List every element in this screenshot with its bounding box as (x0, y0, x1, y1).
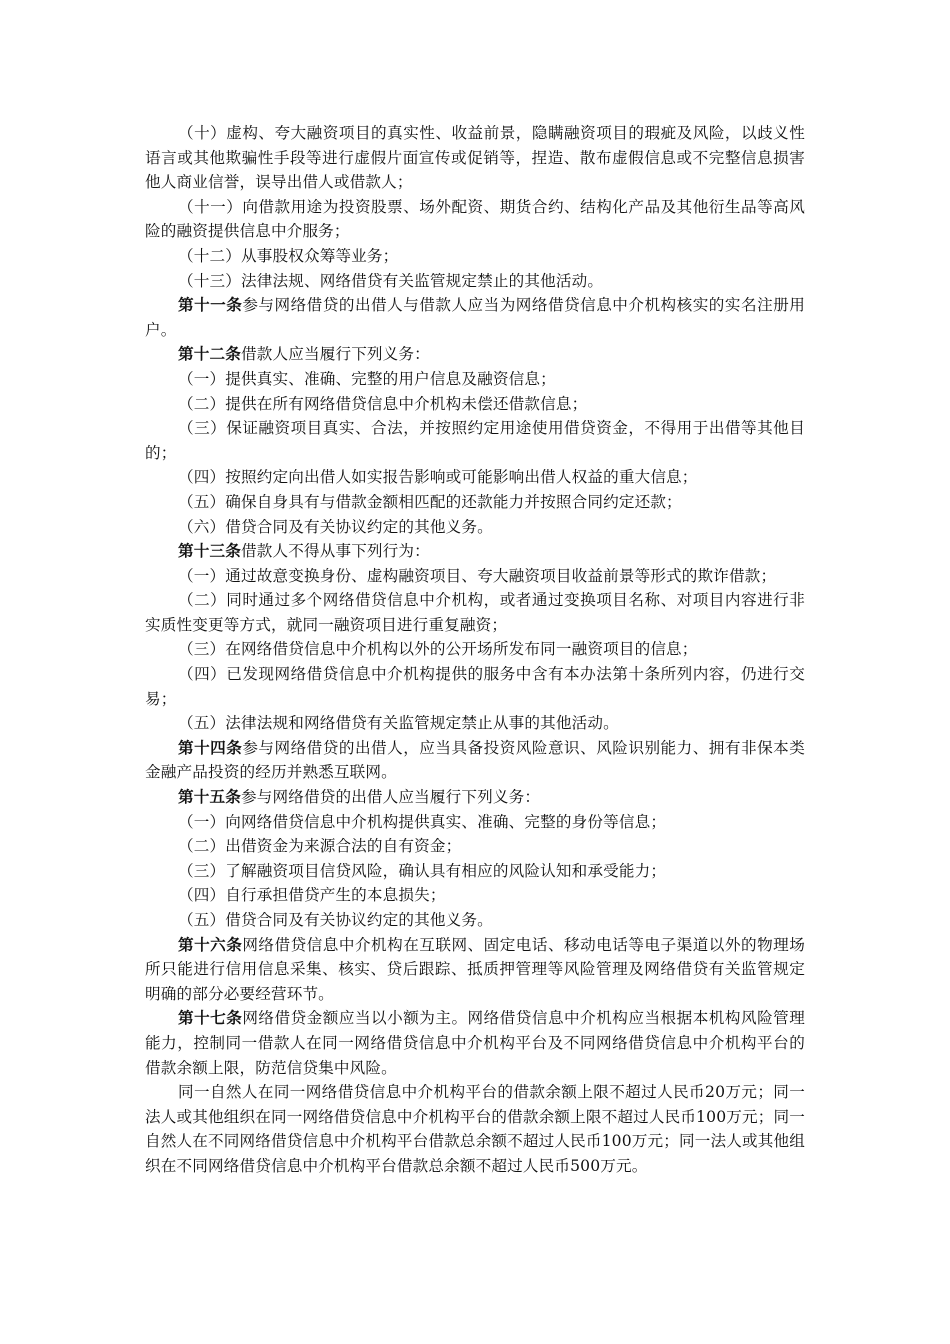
paragraph (145, 539, 805, 564)
paragraph-text: 参与网络借贷的出借人应当履行下列义务： (240, 788, 541, 807)
paragraph (145, 662, 805, 711)
paragraph-text: （一）向网络借贷信息中介机构提供真实、准确、完整的身份等信息； (178, 812, 667, 831)
paragraph-text: （十三）法律法规、网络借贷有关监管规定禁止的其他活动。 (178, 271, 604, 290)
paragraph (145, 490, 805, 515)
paragraph-text: （二）提供在所有网络借贷信息中介机构未偿还借款信息； (178, 394, 588, 413)
paragraph (145, 564, 805, 589)
paragraph-text: （十一）向借款用途为投资股票、场外配资、期货合约、结构化产品及其他衍生品等高风险的融资提供信息中介服务； (145, 197, 805, 241)
article-heading: 第十六条 (178, 935, 243, 954)
article-heading: 第十一条 (178, 296, 243, 315)
paragraph-text: 借款人不得从事下列行为： (240, 542, 430, 561)
paragraph (145, 269, 805, 294)
paragraph (145, 859, 805, 884)
paragraph (145, 195, 805, 244)
paragraph-text: （四）已发现网络借贷信息中介机构提供的服务中含有本办法第十条所列内容，仍进行交易； (145, 665, 805, 708)
paragraph (145, 883, 805, 908)
paragraph-text: （三）保证融资项目真实、合法，并按照约定用途使用借贷资金，不得用于出借等其他目的； (145, 419, 805, 462)
paragraph-text: （三）在网络借贷信息中介机构以外的公开场所发布同一融资项目的信息； (178, 640, 698, 659)
paragraph (145, 834, 805, 859)
paragraph-text: （五）确保自身具有与借款金额相匹配的还款能力并按照合同约定还款； (178, 492, 682, 511)
paragraph (145, 588, 805, 637)
paragraph-text: （一）通过故意变换身份、虚构融资项目、夸大融资项目收益前景等形式的欺诈借款； (178, 566, 777, 585)
paragraph-text: 参与网络借贷的出借人与借款人应当为网络借贷信息中介机构核实的实名注册用户。 (145, 296, 805, 339)
paragraph (145, 416, 805, 465)
article-heading: 第十三条 (178, 542, 241, 561)
paragraph-text: 参与网络借贷的出借人，应当具备投资风险意识、风险识别能力、拥有非保本类金融产品投资的经历并熟悉互联网。 (145, 738, 805, 782)
article-heading: 第十五条 (178, 788, 241, 807)
paragraph-text: （三）了解融资项目信贷风险，确认具有相应的风险认知和承受能力； (178, 861, 667, 880)
article-heading: 第十四条 (178, 738, 243, 757)
paragraph (145, 1006, 805, 1080)
paragraph-text: （十二）从事股权众筹等业务； (178, 246, 399, 265)
article-heading: 第十二条 (178, 345, 241, 364)
paragraph-text: （五）法律法规和网络借贷有关监管规定禁止从事的其他活动。 (178, 714, 619, 733)
article-heading: 第十七条 (178, 1009, 243, 1028)
paragraph (145, 244, 805, 269)
paragraph-text: （十）虚构、夸大融资项目的真实性、收益前景，隐瞒融资项目的瑕疵及风险，以歧义性语言或其他欺骗性手段等进行虚假片面宣传或促销等，捏造、散布虚假信息或不完整信息损害他人商业信誉，误导出借人或借款人； (145, 124, 805, 192)
paragraph (145, 1080, 805, 1178)
paragraph (145, 121, 805, 195)
paragraph (145, 711, 805, 736)
paragraph-text: 网络借贷信息中介机构在互联网、固定电话、移动电话等电子渠道以外的物理场所只能进行信用信息采集、核实、贷后跟踪、抵质押管理等风险管理及网络借贷有关监管规定明确的部分必要经营环节。 (145, 935, 805, 1003)
paragraph-text: （四）按照约定向出借人如实报告影响或可能影响出借人权益的重大信息； (178, 468, 698, 487)
paragraph-text: （五）借贷合同及有关协议约定的其他义务。 (178, 911, 493, 929)
paragraph-text: （四）自行承担借贷产生的本息损失； (178, 886, 446, 905)
paragraph (145, 342, 805, 367)
paragraph (145, 736, 805, 785)
paragraph (145, 933, 805, 1007)
paragraph (145, 637, 805, 662)
paragraph (145, 392, 805, 417)
paragraph-text: 同一自然人在同一网络借贷信息中介机构平台的借款余额上限不超过人民币20万元；同一法人或其他组织在同一网络借贷信息中介机构平台的借款余额上限不超过人民币100万元；同一自然人在不同网络借贷信息中介机构平台借款总余额不超过人民币100万元；同一法人或其他组织在不同网络借贷信息中介机构平台借款总余额不超过人民币500万元。 (145, 1083, 805, 1175)
paragraph (145, 293, 805, 342)
paragraph (145, 785, 805, 810)
paragraph (145, 515, 805, 540)
paragraph-text: 网络借贷金额应当以小额为主。网络借贷信息中介机构应当根据本机构风险管理能力，控制同一借款人在同一网络借贷信息中介机构平台及不同网络借贷信息中介机构平台的借款余额上限，防范信贷集中风险。 (145, 1009, 805, 1077)
paragraph-text: （一）提供真实、准确、完整的用户信息及融资信息； (178, 369, 556, 388)
paragraph-text: （二）同时通过多个网络借贷信息中介机构，或者通过变换项目名称、对项目内容进行非实质性变更等方式，就同一融资项目进行重复融资； (145, 591, 805, 634)
paragraph (145, 908, 805, 933)
paragraph-text: （六）借贷合同及有关协议约定的其他义务。 (178, 517, 493, 536)
paragraph (145, 465, 805, 490)
paragraph-text: （二）出借资金为来源合法的自有资金； (178, 837, 462, 856)
document-body (145, 121, 805, 1179)
paragraph (145, 810, 805, 835)
paragraph (145, 367, 805, 392)
paragraph-text: 借款人应当履行下列义务： (240, 345, 430, 364)
